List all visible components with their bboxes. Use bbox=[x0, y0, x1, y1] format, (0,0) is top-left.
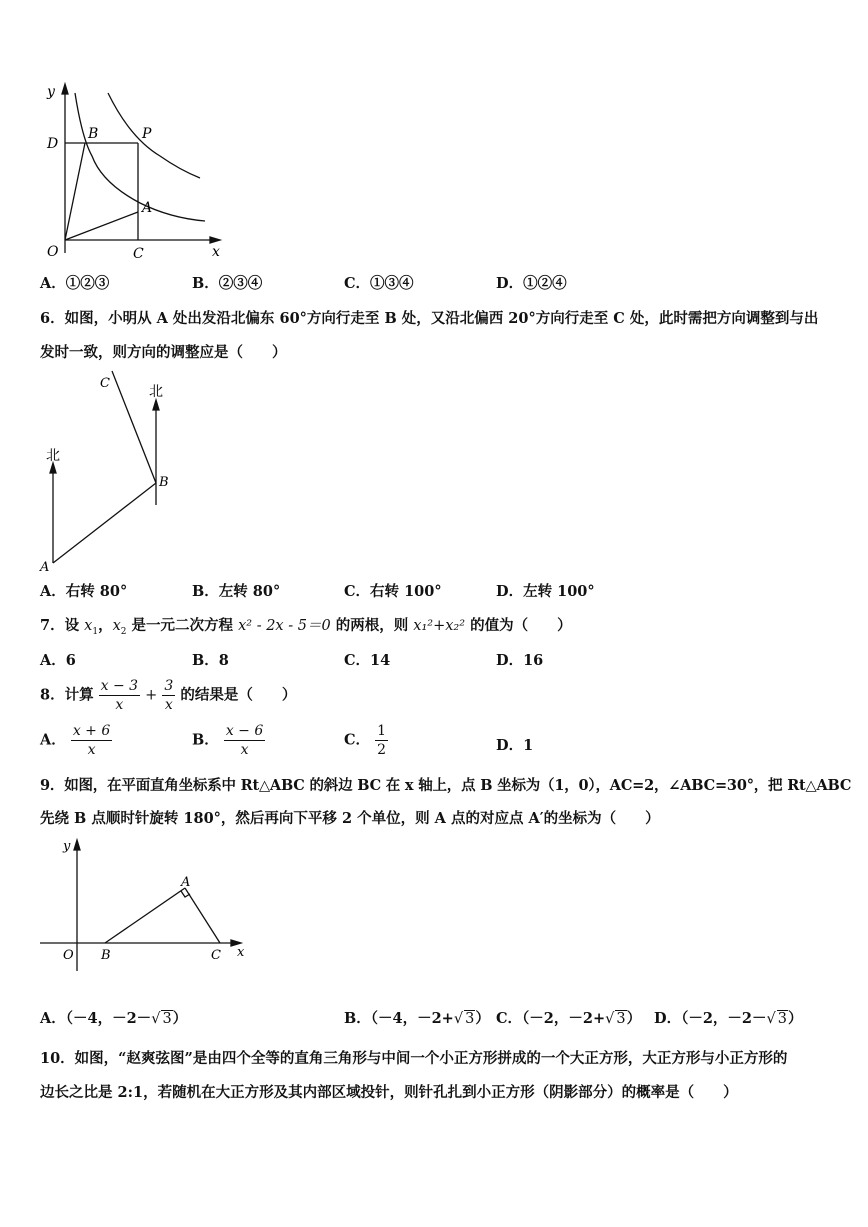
q7-text: 7．设 $x_1$，$x_2$ 是一元二次方程 x² - 2x - 5＝0 的两根，则 x₁²+x₂² 的值为（ ） bbox=[40, 617, 572, 637]
q8-option-c[interactable]: C． $\frac{1}{2}$ bbox=[344, 723, 387, 758]
q6-option-d[interactable]: D．左转 100° bbox=[496, 583, 595, 600]
fig5-B: B bbox=[88, 126, 99, 142]
fig9-x: x bbox=[237, 945, 245, 960]
q6-figure bbox=[30, 365, 190, 575]
fig6-C: C bbox=[100, 376, 110, 391]
fig5-C: C bbox=[133, 246, 144, 262]
fig5-A: A bbox=[142, 200, 153, 216]
q8-option-a[interactable]: A． $\frac{x + 6}{x}$ bbox=[40, 723, 111, 758]
fig6-north-1: 北 bbox=[46, 448, 60, 464]
q6-text-line2: 发时一致，则方向的调整应是（ ） bbox=[40, 344, 287, 361]
fig5-D: D bbox=[47, 136, 59, 152]
q8-text: 8．计算 $\frac{x - 3}{x}$ + $\frac{3}{x}$ 的结果是（ ） bbox=[40, 678, 297, 713]
q9-text-line1: 9．如图，在平面直角坐标系中 Rt△ABC 的斜边 BC 在 x 轴上，点 B 坐标为（1，0），AC=2，∠ABC=30°，把 Rt△ABC bbox=[40, 777, 852, 794]
q9-figure bbox=[35, 836, 255, 971]
q7-option-a[interactable]: A．6 bbox=[40, 652, 76, 669]
q9-option-d[interactable]: D．（－2，－2－√ 3） bbox=[654, 1010, 803, 1027]
fig6-B: B bbox=[159, 475, 169, 490]
q8-fraction-1: $\frac{x - 3}{x}$ bbox=[100, 678, 139, 713]
q6-option-c[interactable]: C．右转 100° bbox=[344, 583, 442, 600]
q5-option-d[interactable]: D．①②④ bbox=[496, 275, 567, 292]
q5-option-b[interactable]: B．②③④ bbox=[192, 275, 263, 292]
q8-option-b[interactable]: B． $\frac{x - 6}{x}$ bbox=[192, 723, 264, 758]
q5-figure bbox=[30, 78, 230, 268]
fig5-P: P bbox=[142, 126, 152, 142]
q7-option-c[interactable]: C．14 bbox=[344, 652, 391, 669]
q7-option-d[interactable]: D．16 bbox=[496, 652, 544, 669]
fig9-A: A bbox=[181, 875, 191, 890]
q9-option-b[interactable]: B．（－4，－2+√ 3） bbox=[344, 1010, 490, 1027]
q7-option-b[interactable]: B．8 bbox=[192, 652, 229, 669]
q8-option-d[interactable]: D．1 bbox=[496, 737, 534, 754]
fig6-A: A bbox=[40, 560, 50, 575]
fig9-y: y bbox=[63, 839, 71, 854]
fig6-north-2: 北 bbox=[149, 384, 163, 400]
q10-text-line2: 边长之比是 2:1，若随机在大正方形及其内部区域投针，则针孔扎到小正方形（阴影部分）的概率是（ ） bbox=[40, 1084, 738, 1101]
fig5-O: O bbox=[47, 244, 59, 260]
q9-text-line2: 先绕 B 点顺时针旋转 180°，然后再向下平移 2 个单位，则 A 点的对应点 A′的坐标为（ ） bbox=[40, 810, 660, 827]
fig5-x: x bbox=[212, 244, 220, 260]
fig9-O: O bbox=[63, 948, 74, 963]
q6-option-b[interactable]: B．左转 80° bbox=[192, 583, 281, 600]
fig9-B: B bbox=[101, 948, 111, 963]
q5-option-a[interactable]: A．①②③ bbox=[40, 275, 110, 292]
fig5-y: y bbox=[47, 84, 55, 100]
q9-option-a[interactable]: A．（－4，－2－√ 3） bbox=[40, 1010, 188, 1027]
q10-text-line1: 10．如图，“赵爽弦图”是由四个全等的直角三角形与中间一个小正方形拼成的一个大正方形，大正方形与小正方形的 bbox=[40, 1050, 788, 1067]
fig9-C: C bbox=[211, 948, 221, 963]
q5-option-c[interactable]: C．①③④ bbox=[344, 275, 414, 292]
q6-text-line1: 6．如图，小明从 A 处出发沿北偏东 60°方向行走至 B 处，又沿北偏西 20°方向行走至 C 处，此时需把方向调整到与出 bbox=[40, 310, 819, 327]
q8-fraction-2: $\frac{3}{x}$ bbox=[164, 678, 174, 713]
q6-option-a[interactable]: A．右转 80° bbox=[40, 583, 128, 600]
q9-option-c[interactable]: C．（－2，－2+√ 3） bbox=[496, 1010, 642, 1027]
